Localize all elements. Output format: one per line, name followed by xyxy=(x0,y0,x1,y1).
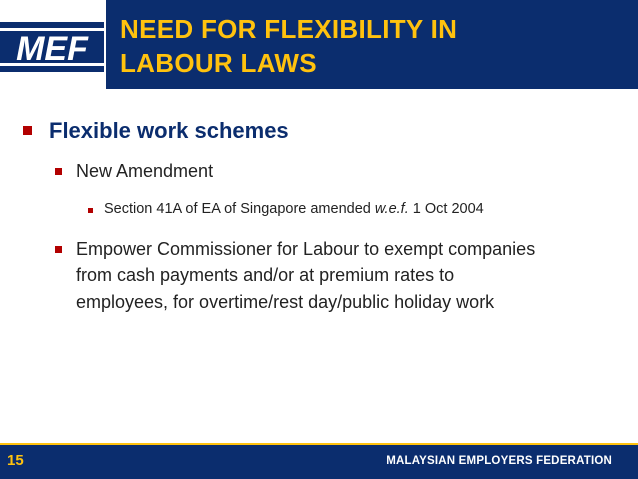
page-number: 15 xyxy=(7,452,24,469)
bullet-square-icon xyxy=(55,246,62,253)
section-text-after: 1 Oct 2004 xyxy=(408,201,484,217)
section-text-before: Section 41A of EA of Singapore amended xyxy=(104,201,375,217)
bullet-square-icon xyxy=(88,208,93,213)
organization-name: MALAYSIAN EMPLOYERS FEDERATION xyxy=(386,455,612,467)
title-line-1: NEED FOR FLEXIBILITY IN xyxy=(120,14,458,44)
item-new-amendment: New Amendment xyxy=(76,161,214,181)
item-empower-line-1: Empower Commissioner for Labour to exempt companies xyxy=(76,239,536,259)
mef-logo-mark xyxy=(0,2,104,88)
footer-divider xyxy=(0,443,638,445)
item-empower-line-3: employees, for overtime/rest day/public holiday work xyxy=(76,292,495,312)
slide-title xyxy=(120,12,620,80)
item-empower-line-2: from cash payments and/or at premium rates to xyxy=(76,265,455,285)
title-line-2: LABOUR LAWS xyxy=(120,48,317,78)
mef-logo xyxy=(0,0,106,90)
logo-text: MEF xyxy=(16,30,88,68)
bullet-square-icon xyxy=(23,126,32,135)
section-text-italic: w.e.f. xyxy=(374,201,409,217)
item-section-41a xyxy=(104,201,484,217)
heading-flexible-work-schemes: Flexible work schemes xyxy=(49,118,289,143)
bullet-square-icon xyxy=(55,168,62,175)
